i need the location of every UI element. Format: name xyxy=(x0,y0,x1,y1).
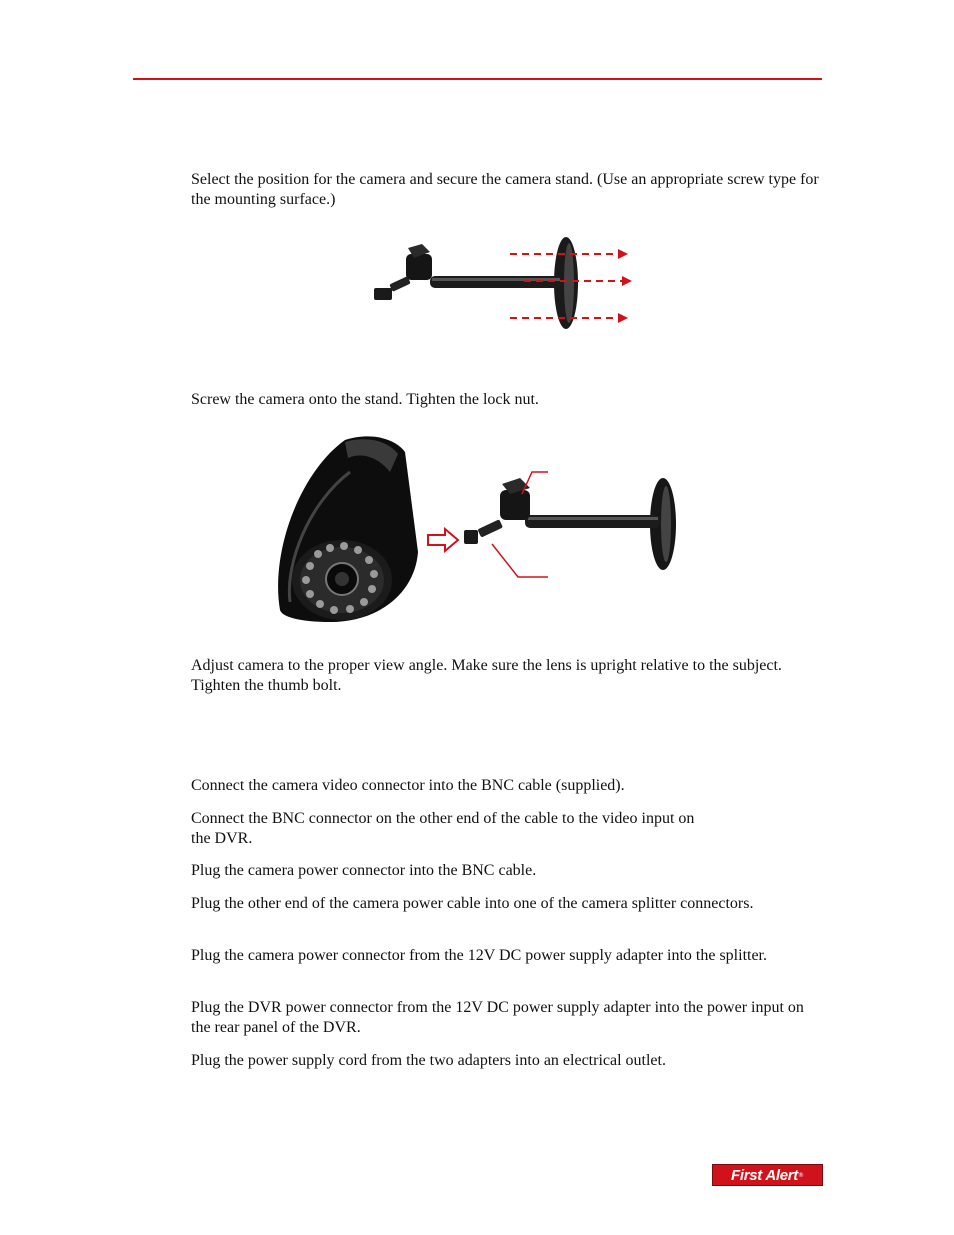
step-connect-bnc xyxy=(191,809,826,849)
camera-attach-diagram xyxy=(270,432,690,627)
step-plug-adapter-splitter: Plug the camera power connector from the 12V DC power supply adapter into the splitter. xyxy=(191,947,767,964)
camera-stand-image xyxy=(374,237,578,329)
step-plug-dvr-power: Plug the DVR power connector from the 12V DC power supply adapter into the power input on the rear panel of the DVR. xyxy=(191,999,804,1036)
step-mount-stand: Select the position for the camera and secure the camera stand. (Use an appropriate screw type for the mounting surface.) xyxy=(191,171,819,208)
arrow-heads xyxy=(618,249,632,323)
step-connect-bnc-line2: the DVR. xyxy=(191,830,253,847)
first-alert-logo xyxy=(712,1164,823,1186)
attach-arrow xyxy=(428,529,458,551)
step-adjust-angle: Adjust camera to the proper view angle. Make sure the lens is upright relative to the subject. Tighten the thumb bolt. xyxy=(191,657,782,694)
step-plug-camera-power: Plug the camera power connector into the BNC cable. xyxy=(191,862,537,879)
step-screw-camera: Screw the camera onto the stand. Tighten the lock nut. xyxy=(191,391,539,408)
step-connect-bnc-line1: Connect the BNC connector on the other end of the cable to the video input on xyxy=(191,810,695,827)
step-plug-splitter: Plug the other end of the camera power cable into one of the camera splitter connectors. xyxy=(191,895,754,912)
logo-text: First Alert xyxy=(731,1166,798,1184)
header-rule xyxy=(133,78,822,80)
step-plug-outlet: Plug the power supply cord from the two adapters into an electrical outlet. xyxy=(191,1052,666,1069)
stand-mounting-diagram xyxy=(360,232,640,362)
logo-registered-mark: ® xyxy=(798,1171,804,1179)
camera-stand-image xyxy=(464,478,676,570)
camera-body-image xyxy=(278,436,418,622)
step-connect-video: Connect the camera video connector into the BNC cable (supplied). xyxy=(191,777,625,794)
